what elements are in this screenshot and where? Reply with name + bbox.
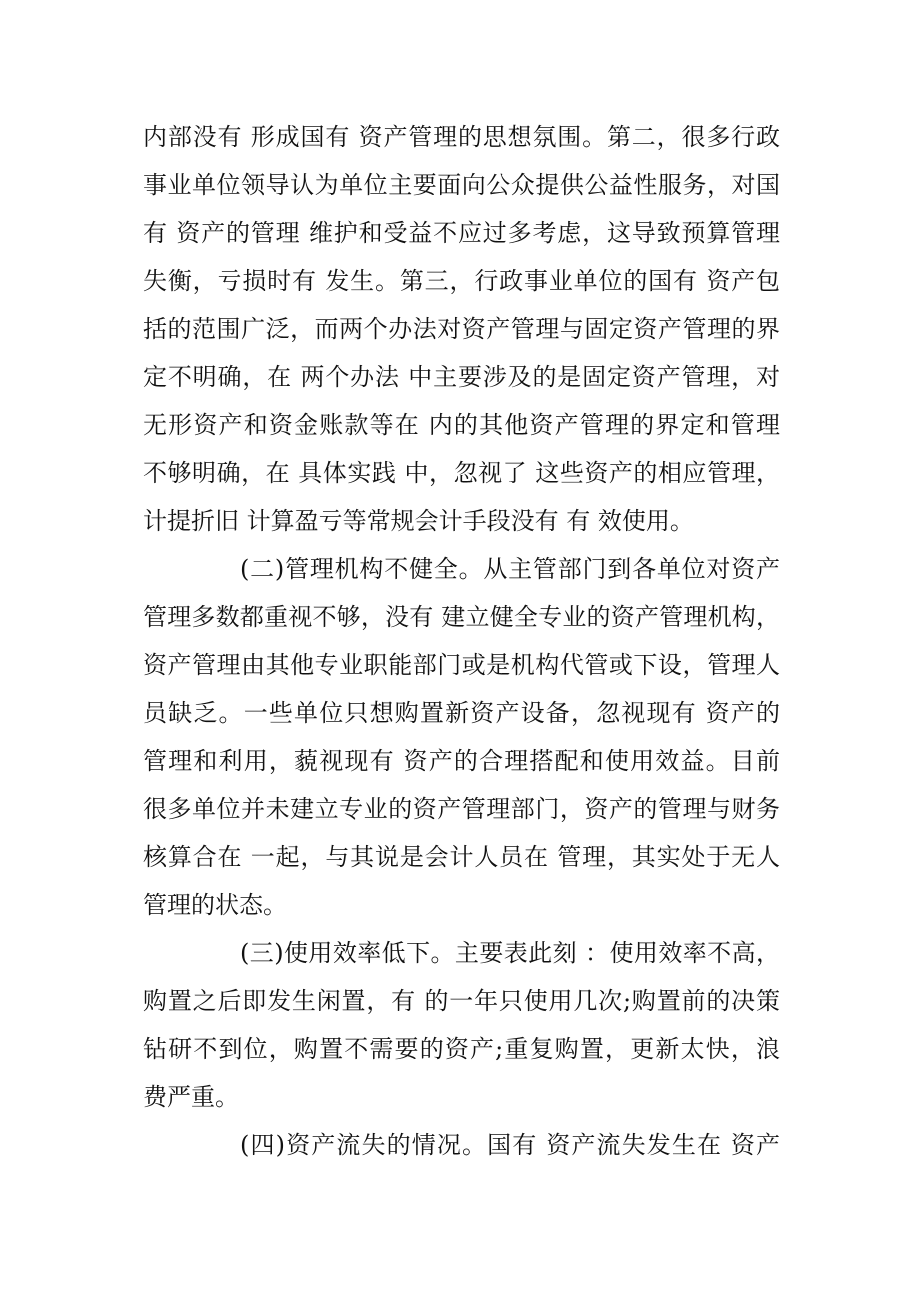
text-line: (二)管理机构不健全。从主管部门到各单位对资产	[240, 555, 780, 583]
text-line: 内部没有 形成国有 资产管理的思想氛围。第二，很多行政	[143, 123, 780, 151]
paragraph	[143, 929, 780, 1121]
text-line: 钻研不到位，购置不需要的资产;重复购置，更新太快，浪	[143, 1035, 780, 1063]
paragraph	[143, 1121, 780, 1169]
text-line: 无形资产和资金账款等在 内的其他资产管理的界定和管理	[143, 411, 780, 439]
text-line: 资产管理由其他专业职能部门或是机构代管或下设，管理人	[143, 651, 780, 679]
text-line: 括的范围广泛，而两个办法对资产管理与固定资产管理的界	[143, 315, 780, 343]
text-line: 核算合在 一起，与其说是会计人员在 管理，其实处于无人	[143, 843, 780, 871]
text-line: 定不明确，在 两个办法 中主要涉及的是固定资产管理，对	[143, 363, 780, 391]
text-line: 很多单位并未建立专业的资产管理部门，资产的管理与财务	[143, 795, 780, 823]
text-line: (四)资产流失的情况。国有 资产流失发生在 资产	[240, 1131, 780, 1159]
text-line: 管理和利用，藐视现有 资产的合理搭配和使用效益。目前	[143, 747, 780, 775]
text-line: 费严重。	[143, 1083, 239, 1111]
document-body	[143, 113, 780, 1169]
text-line: 购置之后即发生闲置，有 的一年只使用几次;购置前的决策	[143, 987, 780, 1015]
text-line: 管理的状态。	[143, 891, 287, 919]
text-line: 事业单位领导认为单位主要面向公众提供公益性服务，对国	[143, 171, 780, 199]
text-line: 员缺乏。一些单位只想购置新资产设备，忽视现有 资产的	[143, 699, 780, 727]
text-line: 计提折旧 计算盈亏等常规会计手段没有 有 效使用。	[143, 507, 694, 535]
text-line: 有 资产的管理 维护和受益不应过多考虑，这导致预算管理	[143, 219, 780, 247]
paragraph	[143, 545, 780, 929]
paragraph	[143, 113, 780, 545]
text-line: 失衡，亏损时有 发生。第三，行政事业单位的国有 资产包	[143, 267, 780, 295]
text-line: 管理多数都重视不够，没有 建立健全专业的资产管理机构，	[143, 603, 780, 631]
text-line: 不够明确，在 具体实践 中，忽视了 这些资产的相应管理，	[143, 459, 780, 487]
text-line: (三)使用效率低下。主要表此刻 ：使用效率不高，	[240, 939, 780, 967]
